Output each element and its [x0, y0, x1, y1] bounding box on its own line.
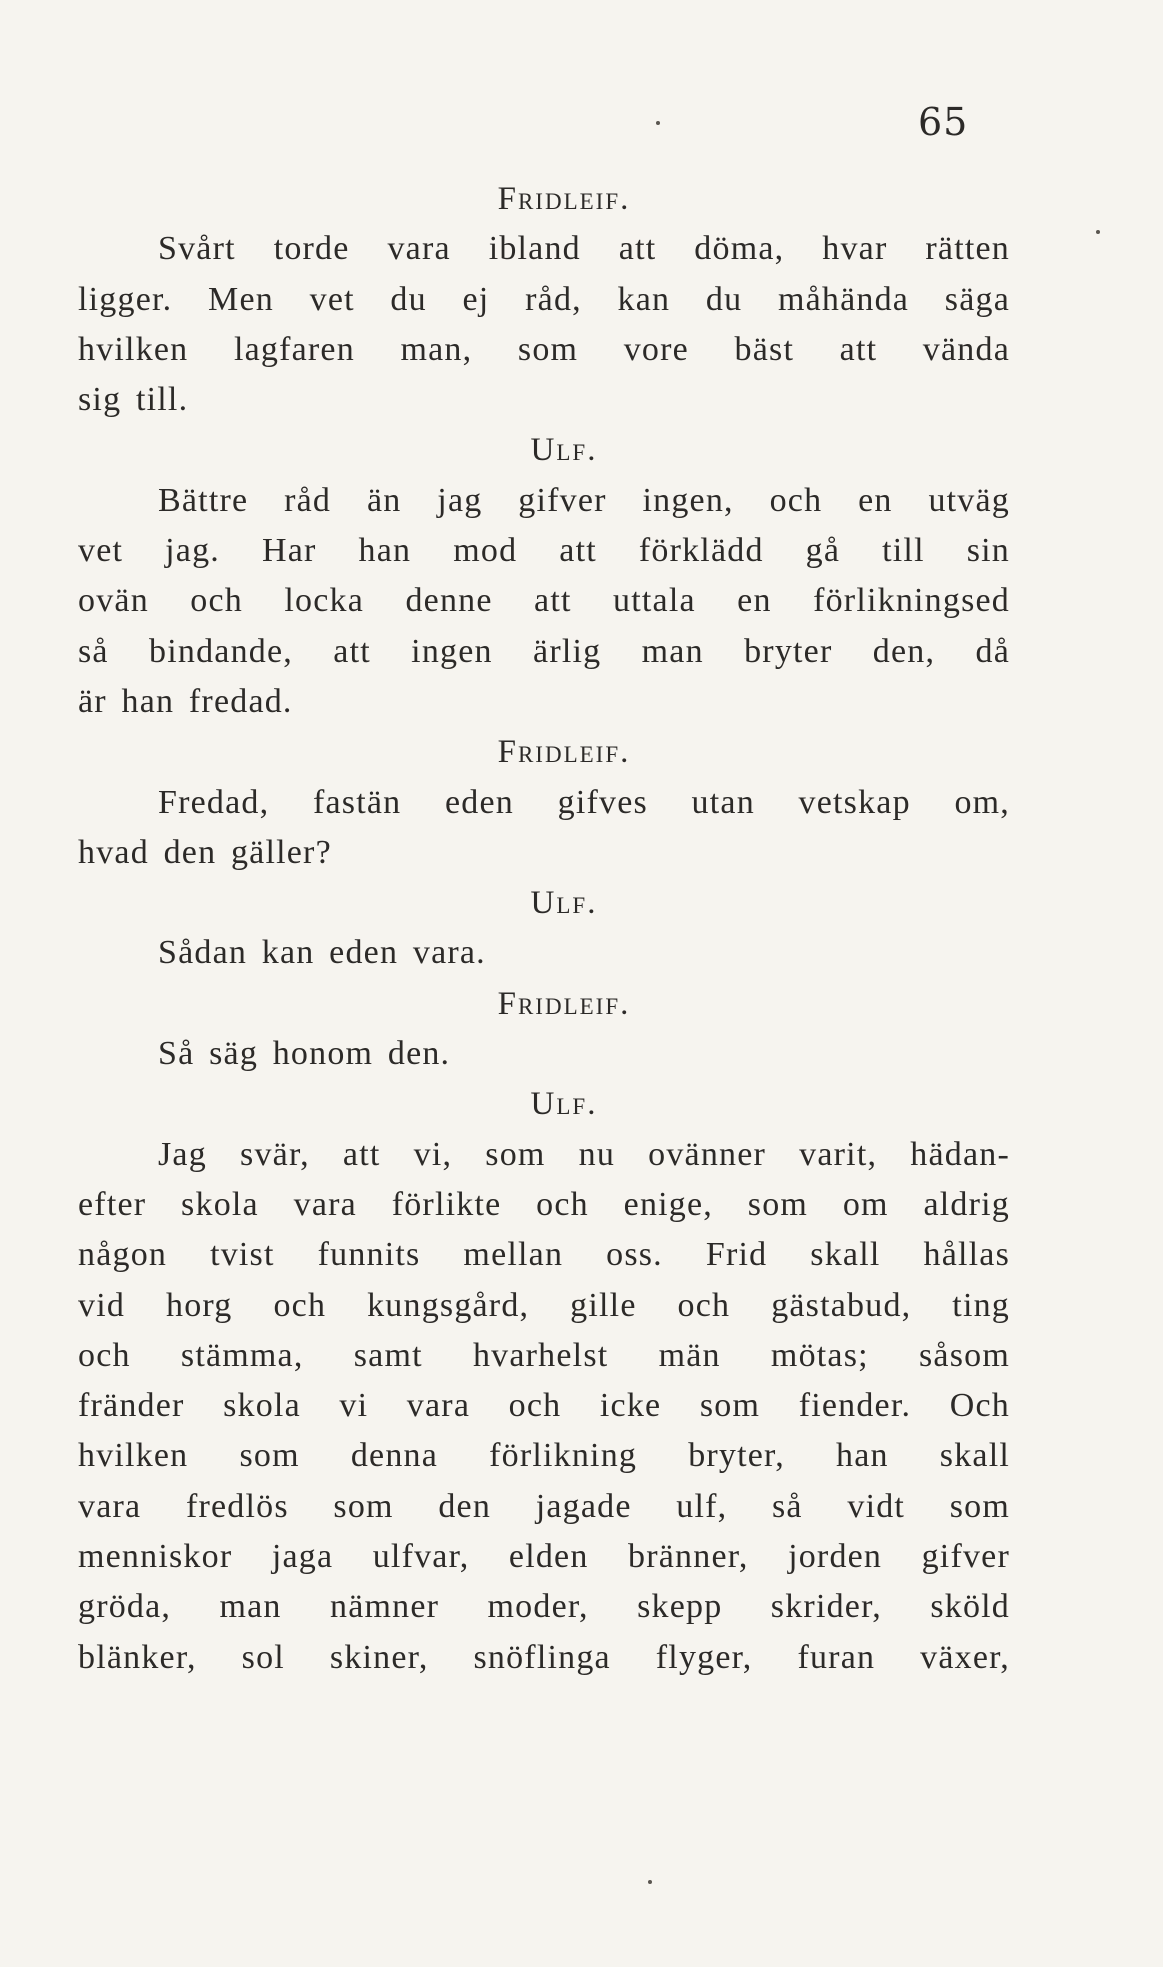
speech-paragraph [78, 224, 1010, 425]
text-line: Bättre råd än jag gifver ingen, och en utväg [158, 481, 1010, 519]
text-line: ovän och locka denne att uttala en förlikningsed [78, 582, 1010, 620]
text-line: hvilken som denna förlikning bryter, han skall [78, 1437, 1010, 1475]
text-line: fränder skola vi vara och icke som fiender. Och [78, 1387, 1010, 1425]
text-line: och stämma, samt hvarhelst män mötas; såsom [78, 1336, 1010, 1374]
text-line: någon tvist funnits mellan oss. Frid skall hållas [78, 1236, 1010, 1274]
speaker-name: Fridleif. [497, 734, 631, 771]
text-line: vid horg och kungsgård, gille och gästabud, ting [78, 1286, 1010, 1324]
text-line: gröda, man nämner moder, skepp skrider, sköld [78, 1588, 1010, 1626]
speech-paragraph [78, 928, 1010, 978]
speaker-name: Ulf. [530, 432, 598, 469]
text-line: Fredad, fastän eden gifves utan vetskap om, [158, 783, 1010, 821]
text-line: efter skola vara förlikte och enige, som om aldrig [78, 1185, 1010, 1223]
text-line: Så säg honom den. [158, 1035, 451, 1073]
speaker-name: Fridleif. [497, 181, 631, 217]
speech-paragraph [78, 1130, 1010, 1683]
text-line: vet jag. Har han mod att förklädd gå till sin [78, 532, 1010, 570]
speech-paragraph [78, 476, 1010, 727]
text-line: så bindande, att ingen ärlig man bryter den, då [78, 632, 1010, 670]
paper-speck [648, 1880, 652, 1884]
text-line: blänker, sol skiner, snöflinga flyger, furan växer, [78, 1638, 1010, 1676]
text-line: Svårt torde vara ibland att döma, hvar rätten [158, 230, 1010, 268]
text-line: vara fredlös som den jagade ulf, så vidt som [78, 1487, 1010, 1525]
text-line: är han fredad. [78, 682, 293, 720]
text-line: hvad den gäller? [78, 833, 332, 871]
text-line: Jag svär, att vi, som nu ovänner varit, hädan- [158, 1135, 1010, 1173]
text-line: menniskor jaga ulfvar, elden bränner, jorden gifver [78, 1538, 1010, 1576]
dialogue-text [78, 174, 1010, 1683]
speaker-name: Ulf. [530, 1086, 598, 1123]
speaker-name: Ulf. [530, 885, 598, 922]
speaker-name: Fridleif. [497, 985, 631, 1022]
speech-paragraph [78, 778, 1010, 879]
speech-paragraph [78, 1029, 1010, 1079]
text-line: hvilken lagfaren man, som vore bäst att vända [78, 330, 1010, 368]
text-line: Sådan kan eden vara. [158, 934, 486, 972]
paper-speck [656, 121, 660, 125]
page-number: 65 [918, 100, 969, 144]
text-line: ligger. Men vet du ej råd, kan du måhända säga [78, 280, 1010, 318]
text-line: sig till. [78, 381, 189, 419]
paper-speck [1096, 230, 1100, 234]
